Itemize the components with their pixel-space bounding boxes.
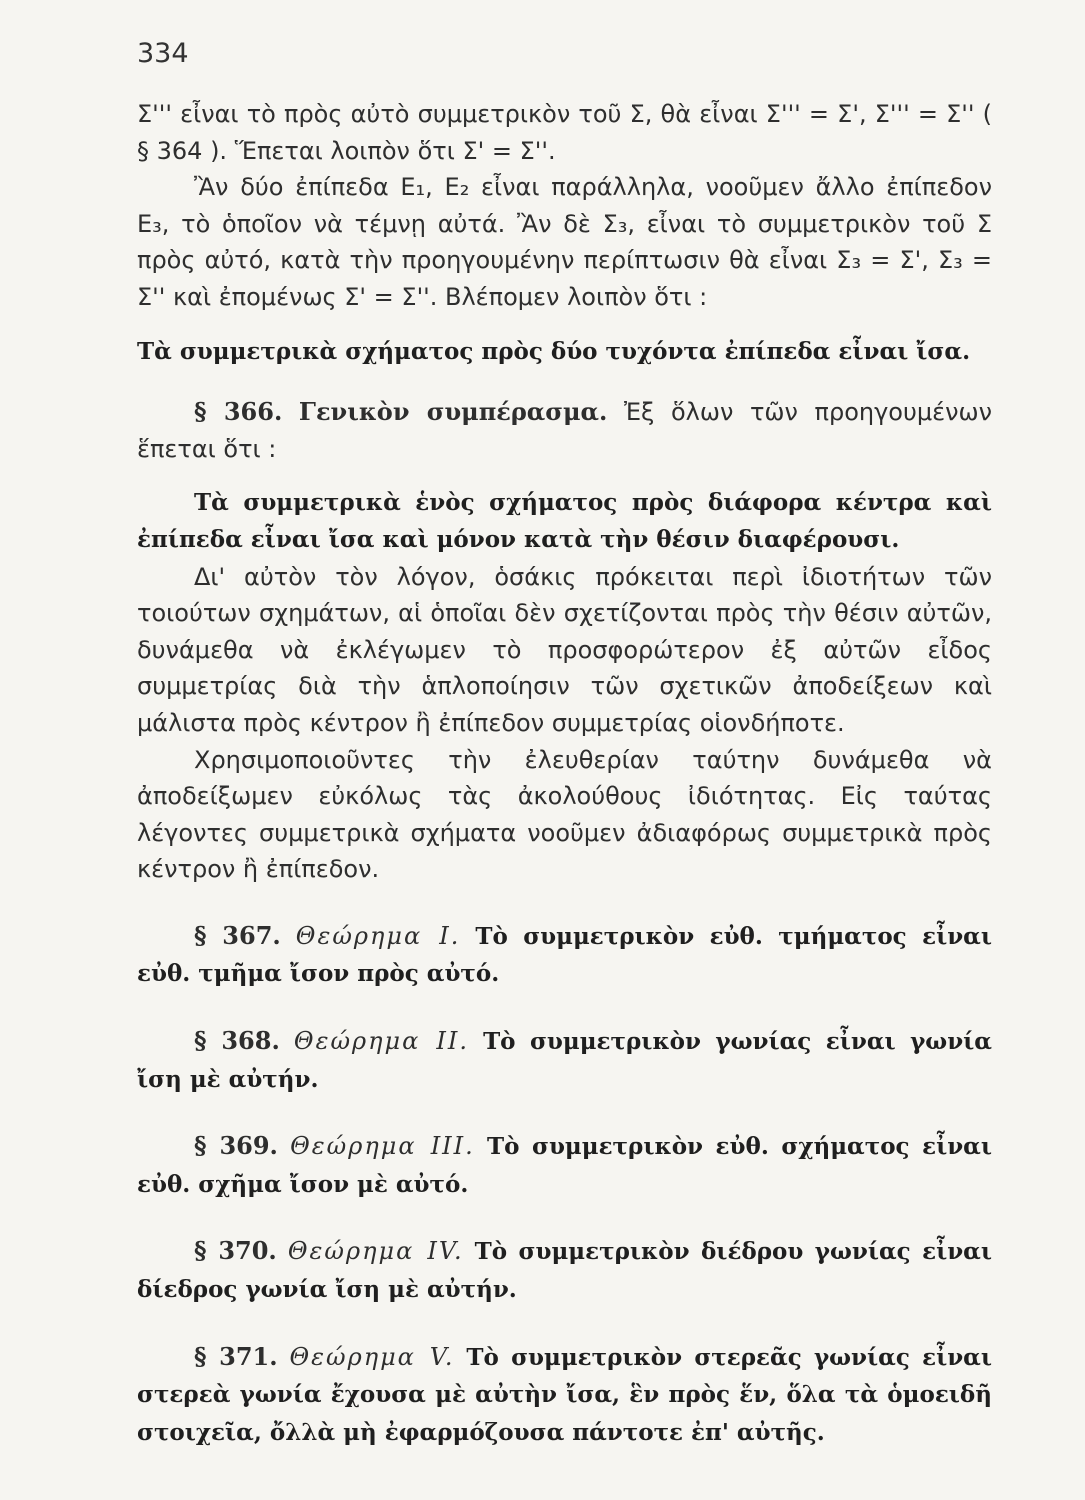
theorem-label: Θεώρημα III.: [290, 1132, 475, 1161]
paragraph-freedom: Χρησιμοποιοῦντες τὴν ἐλευθερίαν ταύτην δυνάμεθα νὰ ἀποδείξωμεν εὐκόλως τὰς ἀκολούθους ἰδιότητας. Εἰς ταύτας λέγοντες συμμετρικὰ σχήματα νοοῦμεν ἀδιαφόρως συμμετρικὰ πρὸς κέντρον ἢ ἐπίπεδον.: [137, 745, 992, 884]
theorem-367: [137, 918, 992, 993]
theorem-text: Τὸ συμμετρικὸν γωνίας εἶναι γωνία ἴση μὲ αὐτήν.: [137, 1028, 992, 1093]
paragraph-symmetry-choice: Δι' αὐτὸν τὸν λόγον, ὁσάκις πρόκειται περὶ ἰδιοτήτων τῶν τοιούτων σχημάτων, αἱ ὁποῖαι δὲν σχετίζονται πρὸς τὴν θέσιν αὐτῶν, δυνάμεθα νὰ ἐκλέγωμεν τὸ προσφορώτερον ἐξ αὐτῶν εἶδος συμμετρίας διὰ τὴν ἁπλοποίησιν τῶν σχετικῶν ἀποδείξεων καὶ μάλιστα πρὸς κέντρον ἢ ἐπίπεδον συμμετρίας οἱονδήποτε.: [137, 562, 992, 737]
theorem-number: § 369.: [194, 1131, 278, 1161]
section-366: [137, 394, 992, 467]
paragraph-parallel-planes: Ἂν δύο ἐπίπεδα E₁, E₂ εἶναι παράλληλα, νοοῦμεν ἄλλο ἐπίπεδον E₃, τὸ ὁποῖον νὰ τέμνῃ αὐτά. Ἂν δὲ Σ₃, εἶναι τὸ συμμετρικὸν τοῦ Σ πρὸς αὐτό, κατὰ τὴν προηγουμένην περίπτωσιν θὰ εἶναι Σ₃ = Σ', Σ₃ = Σ'' καὶ ἐπομένως Σ' = Σ''. Βλέπομεν λοιπὸν ὅτι :: [137, 173, 992, 311]
theorem-370: [137, 1233, 992, 1308]
theorem-label: Θεώρημα II.: [293, 1027, 469, 1056]
theorem-text: Τὸ συμμετρικὸν διέδρου γωνίας εἶναι δίεδρος γωνία ἴση μὲ αὐτήν.: [137, 1238, 992, 1304]
theorem-371: [137, 1339, 992, 1452]
theorem-369: [137, 1128, 992, 1203]
theorem-text: Τὸ συμμετρικὸν στερεᾶς γωνίας εἶναι στερεὰ γωνία ἔχουσα μὲ αὐτὴν ἴσα, ἓν πρὸς ἕν, ὅλα τὰ ὁμοειδῆ στοιχεῖα, ὄλλὰ μὴ ἐφαρμόζουσα πάντοτε ἐπ' αὐτῆς.: [137, 1343, 992, 1446]
theorem-label: Θεώρημα I.: [295, 921, 461, 950]
general-conclusion: Τὰ συμμετρικὰ ἑνὸς σχήματος πρὸς διάφορα κέντρα καὶ ἐπίπεδα εἶναι ἴσα καὶ μόνον κατὰ τὴν θέσιν διαφέρουσι.: [137, 489, 992, 553]
theorem-368: [137, 1023, 992, 1098]
theorem-number: § 371.: [194, 1341, 278, 1371]
theorem-number: § 370.: [194, 1236, 277, 1266]
section-number: § 366.: [194, 397, 283, 427]
theorem-label: Θεώρημα IV.: [287, 1237, 464, 1266]
paragraph-continuation: Σ''' εἶναι τὸ πρὸς αὐτὸ συμμετρικὸν τοῦ Σ, θὰ εἶναι Σ''' = Σ', Σ''' = Σ'' ( § 364 ). Ἕπεται λοιπὸν ὅτι Σ' = Σ''.: [137, 100, 992, 165]
theorem-number: § 367.: [194, 920, 281, 950]
theorem-statement-equal: Τὰ συμμετρικὰ σχήματος πρὸς δύο τυχόντα ἐπίπεδα εἶναι ἴσα.: [137, 337, 971, 365]
theorem-text: Τὸ συμμετρικὸν εὐθ. τμήματος εἶναι εὐθ. τμῆμα ἴσον πρὸς αὐτό.: [137, 922, 992, 988]
section-title: Γενικὸν συμπέρασμα.: [298, 397, 608, 427]
theorem-label: Θεώρημα V.: [289, 1342, 455, 1371]
page-body: [137, 96, 992, 1451]
theorem-number: § 368.: [194, 1026, 280, 1056]
page-number: 334: [137, 38, 189, 69]
theorem-text: Τὸ συμμετρικὸν εὐθ. σχήματος εἶναι εὐθ. σχῆμα ἴσον μὲ αὐτό.: [137, 1133, 993, 1198]
section-text: Ἐξ ὅλων τῶν προηγουμένων ἕπεται ὅτι :: [137, 398, 993, 463]
